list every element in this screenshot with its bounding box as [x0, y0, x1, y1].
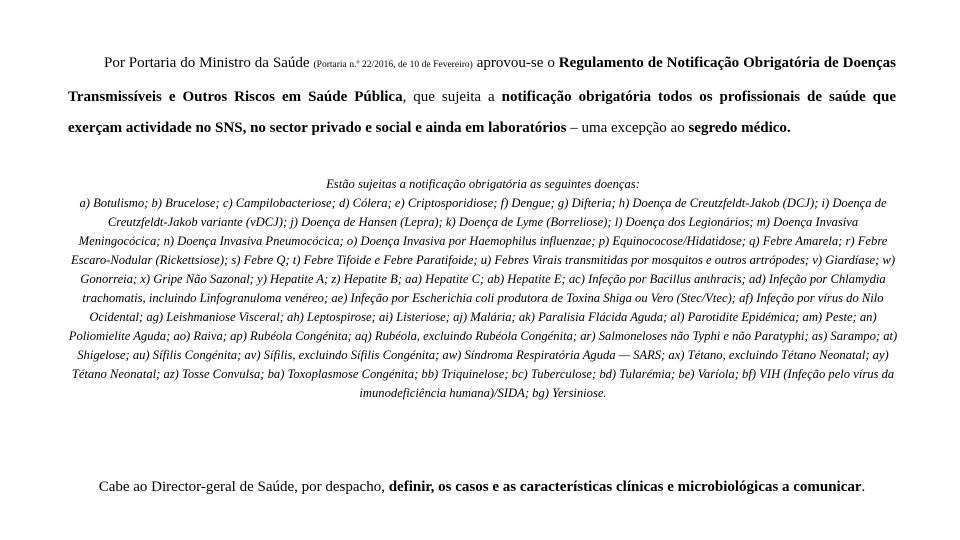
medical-secrecy: segredo médico. [688, 120, 791, 136]
closing-paragraph [68, 470, 896, 504]
disease-list-paragraph [66, 175, 900, 403]
regulation-title: Regulamento de Notificação Obrigatória de Doenças Transmissíveis e Outros Riscos em Saúde Pública [68, 55, 896, 105]
text-segment: Cabe ao Director-geral de Saúde, por despacho, [98, 479, 389, 495]
text-segment: Por Portaria do Ministro da Saúde [104, 55, 314, 71]
text-segment: – uma excepção ao [566, 120, 689, 136]
disease-list-intro: Estão sujeitas a notificação obrigatória as seguintes doenças: [326, 177, 640, 191]
text-segment: . [861, 479, 866, 495]
portaria-reference: (Portaria n.º 22/2016, de 10 de Fevereiro) [313, 60, 473, 70]
intro-paragraph [68, 48, 896, 145]
disease-list: a) Botulismo; b) Brucelose; c) Campilobacteriose; d) Cólera; e) Criptosporidiose; f) Dengue; g) Difteria; h) Doença de Creutzfeldt-Jakob (DCJ); i) Doença de Creutzfeldt-Jakob variante (vDCJ); j) Doença de Hansen (Lepra); k) Doença de Lyme (Borreliose); l) Doença dos Legionários; m) Doença Invasiva Meningocócica; n) Doença Invasiva Pneumocócica; o) Doença Invasiva por Haemophilus influenzae; p) Equinococose/Hidatidose; q) Febre Amarela; r) Febre Escaro-Nodular (Rickettsiose); s) Febre Q; t) Febre Tifoide e Febre Paratifoide; u) Febres Virais transmitidas por mosquitos e outros artrópodes; v) Giardíase; w) Gonorreia; x) Gripe Não Sazonal; y) Hepatite A; z) Hepatite B; aa) Hepatite C; ab) Hepatite E; ac) Infeção por Bacillus anthracis; ad) Infeção por Chlamydia trachomatis, incluindo Linfogranuloma venéreo; ae) Infeção por Escherichia coli produtora de Toxina Shiga ou Vero (Stec/Vtec); af) Infeção por vírus do Nilo Ocidental; ag) Leishmaniose Visceral; ah) Leptospirose; ai) Listeriose; aj) Malária; ak) Paralisia Flácida Aguda; al) Parotidite Epidémica; am) Peste; an) Poliomielite Aguda; ao) Raiva; ap) Rubéola Congénita; aq) Rubéola, excluindo Rubéola Congénita; ar) Salmoneloses não Typhi e não Paratyphi; as) Sarampo; at) Shigelose; au) Sífilis Congénita; av) Sífilis, excluindo Sífilis Congénita; aw) Síndroma Respiratória Aguda — SARS; ax) Tétano, excluindo Tétano Neonatal; ay) Tétano Neonatal; az) Tosse Convulsa; ba) Toxoplasmose Congénita; bb) Triquinelose; bc) Tuberculose; bd) Tularémia; be) Varíola; bf) VIH (Infeção pelo vírus da imunodeficiência humana)/SIDA; bg) Yersiniose. [68, 196, 898, 400]
case-definition-statement: definir, os casos e as características clínicas e microbiológicas a comunicar [388, 479, 862, 495]
text-segment: , que sujeita a [402, 88, 502, 105]
text-segment: aprovou-se o [472, 55, 559, 71]
obligation-statement: notificação obrigatória todos os profissionais de saúde que exerçam actividade no SNS, no sector privado e social e ainda em laboratórios [68, 88, 896, 136]
